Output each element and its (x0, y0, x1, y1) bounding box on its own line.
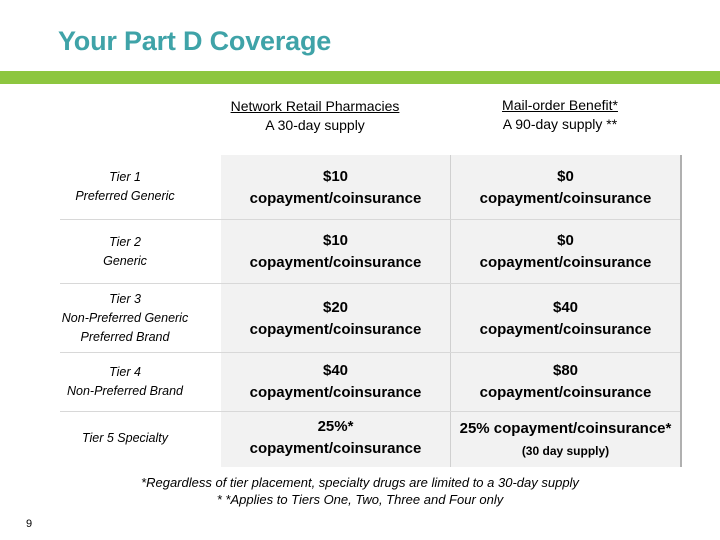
row-divider (60, 411, 680, 412)
mail-header-line1: Mail-order Benefit* (502, 97, 618, 113)
cost-type: copayment/coinsurance (479, 384, 652, 401)
mail-column-header (460, 96, 660, 134)
tier-4-label (40, 363, 210, 401)
row-divider (60, 283, 680, 284)
tier-3-name: Tier 3 (109, 292, 141, 306)
footnote-mail-order: * *Applies to Tiers One, Two, Three and Four only (216, 492, 504, 507)
cost-type: copayment/coinsurance (479, 190, 652, 207)
tier-3-description-2: Preferred Brand (80, 330, 170, 344)
tier-5-label (40, 429, 210, 448)
tier-4-mail-cost (451, 360, 680, 404)
tier-5-mail-cost (451, 418, 680, 462)
tier-2-retail-cost (221, 230, 450, 274)
tier-3-description: Non-Preferred Generic (61, 311, 189, 325)
tier-2-description: Generic (103, 254, 147, 268)
tier-2-label (40, 233, 210, 271)
tier-2-name: Tier 2 (109, 235, 141, 249)
tier-5-name: Tier 5 Specialty (81, 431, 169, 445)
row-divider (60, 352, 680, 353)
tier-1-retail-cost (221, 166, 450, 210)
cost-amount: $10 (322, 168, 349, 185)
tier-3-retail-cost (221, 297, 450, 341)
cost-amount: $40 (552, 299, 579, 316)
tier-2-mail-cost (451, 230, 680, 274)
cost-amount: 25%* (317, 418, 354, 435)
cost-type: copayment/coinsurance (249, 321, 422, 338)
cost-amount: $40 (322, 362, 349, 379)
cost-amount: $20 (322, 299, 349, 316)
tier-4-name: Tier 4 (109, 365, 141, 379)
cost-amount: $0 (557, 168, 574, 185)
tier-4-description: Non-Preferred Brand (66, 384, 184, 398)
retail-header-line2: A 30-day supply (265, 117, 365, 133)
page-number: 9 (26, 518, 33, 530)
tier-4-retail-cost (221, 360, 450, 404)
cost-type: copayment/coinsurance (249, 384, 422, 401)
title-divider-bar (0, 71, 720, 84)
supply-note: (30 day supply) (521, 444, 610, 458)
cost-type: copayment/coinsurance (479, 254, 652, 271)
row-divider (60, 219, 680, 220)
cost-type: copayment/coinsurance (479, 321, 652, 338)
cost-type: copayment/coinsurance (249, 440, 422, 457)
retail-column-header (205, 97, 425, 135)
cost-type: copayment/coinsurance (249, 254, 422, 271)
cost-amount: $80 (552, 362, 579, 379)
tier-1-mail-cost (451, 166, 680, 210)
cost-amount: $10 (322, 232, 349, 249)
tier-3-mail-cost (451, 297, 680, 341)
mail-header-line2: A 90-day supply ** (502, 116, 618, 132)
page-title: Your Part D Coverage (58, 26, 332, 56)
cost-amount: 25% copayment/coinsurance* (459, 420, 672, 437)
cost-amount: $0 (557, 232, 574, 249)
cost-type: copayment/coinsurance (249, 190, 422, 207)
tier-1-label (40, 168, 210, 206)
retail-header-line1: Network Retail Pharmacies (230, 98, 400, 114)
footnote-specialty: *Regardless of tier placement, specialty drugs are limited to a 30-day supply (141, 475, 579, 490)
tier-3-label (40, 290, 210, 347)
tier-5-retail-cost (221, 416, 450, 460)
tier-1-name: Tier 1 (109, 170, 141, 184)
tier-1-description: Preferred Generic (75, 189, 175, 203)
